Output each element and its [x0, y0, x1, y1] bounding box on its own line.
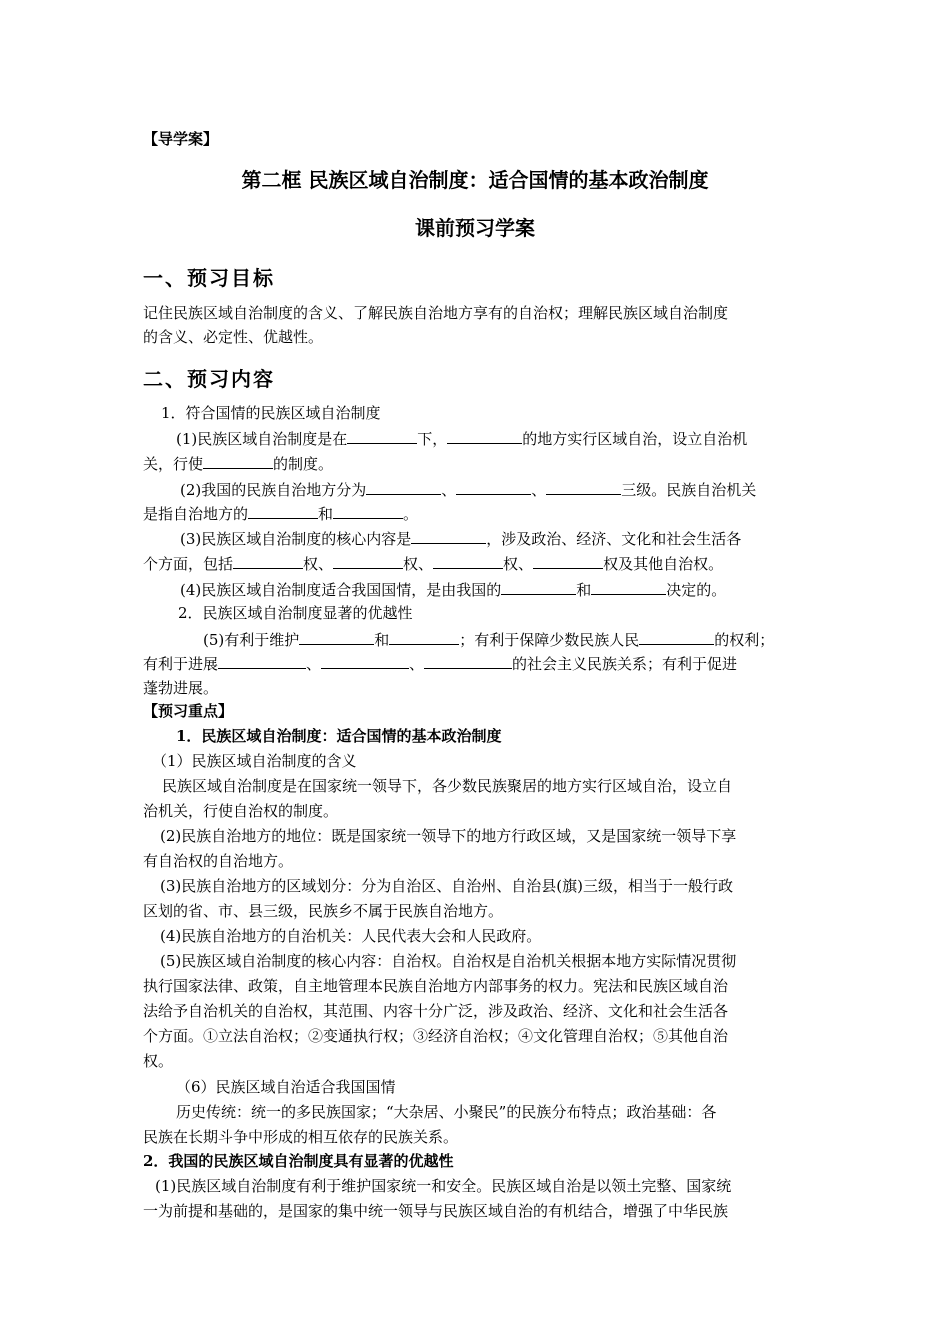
q2-text-e: 是指自治地方的: [143, 505, 249, 523]
focus-line: 区划的省、市、县三级，民族乡不属于民族自治地方。: [143, 902, 504, 920]
focus-line: 治机关，行使自治权的制度。: [143, 802, 339, 820]
q3-text-c: 个方面，包括: [143, 555, 234, 573]
focus-point-2: 2．我国的民族区域自治制度具有显著的优越性: [143, 1152, 454, 1170]
focus-line: 权。: [143, 1052, 174, 1070]
q1-text-a: (1)民族区域自治制度是在: [176, 430, 348, 448]
q2-text-d: 三级。民族自治机关: [621, 481, 757, 499]
focus-line: (2)民族自治地方的地位：既是国家统一领导下的地方行政区域，又是国家统一领导下享: [160, 827, 737, 845]
fill-blank[interactable]: [366, 478, 441, 495]
question-1-line-1: [176, 427, 747, 450]
fill-blank[interactable]: [389, 628, 459, 645]
q3-text-b: ，涉及政治、经济、文化和社会生活各: [486, 530, 742, 548]
fill-blank[interactable]: [447, 427, 522, 444]
q5-text-d: 的权利；: [714, 631, 775, 649]
q4-text-b: 和: [576, 581, 592, 599]
fill-blank[interactable]: [546, 478, 621, 495]
focus-line: (5)民族区域自治制度的核心内容：自治权。自治权是自治机关根据本地方实际情况贯彻: [160, 952, 737, 970]
focus-line: 历史传统：统一的多民族国家；“大杂居、小聚民”的民族分布特点；政治基础：各: [176, 1103, 717, 1121]
fill-blank[interactable]: [533, 552, 603, 569]
focus-line: (4)民族自治地方的自治机关：人民代表大会和人民政府。: [160, 927, 542, 945]
q5-text-b: 和: [374, 631, 390, 649]
question-3-line-1: [180, 527, 741, 550]
focus-point-1: 1．民族区域自治制度：适合国情的基本政治制度: [176, 727, 502, 745]
focus-line: 民族区域自治制度是在国家统一领导下，各少数民族聚居的地方实行区域自治，设立自: [162, 777, 733, 795]
fill-blank[interactable]: [411, 527, 486, 544]
q3-text-f: 权、: [503, 555, 534, 573]
fill-blank[interactable]: [639, 628, 714, 645]
question-2-line-2: [143, 502, 418, 525]
section2-heading: 二、预习内容: [143, 367, 275, 391]
focus-line: （1）民族区域自治制度的含义: [152, 752, 357, 770]
q2-text-f: 和: [318, 505, 334, 523]
content-item-1: 1．符合国情的民族区域自治制度: [161, 404, 381, 422]
q5-text-e: 有利于进展: [143, 655, 219, 673]
question-5-line-2: [143, 652, 737, 675]
fill-blank[interactable]: [333, 552, 403, 569]
focus-line: (1)民族区域自治制度有利于维护国家统一和安全。民族区域自治是以领土完整、国家统: [155, 1177, 732, 1195]
question-4: [180, 578, 726, 601]
fill-blank[interactable]: [501, 578, 576, 595]
section1-heading: 一、预习目标: [143, 266, 275, 290]
q5-text-h: 的社会主义民族关系；有利于促进: [512, 655, 738, 673]
doc-title: 第二框 民族区域自治制度：适合国情的基本政治制度: [241, 168, 709, 192]
focus-line: 有自治权的自治地方。: [143, 852, 294, 870]
fill-blank[interactable]: [248, 502, 318, 519]
q2-text-g: 。: [403, 505, 419, 523]
focus-line: (3)民族自治地方的区域划分：分为自治区、自治州、自治县(旗)三级，相当于一般行政: [160, 877, 733, 895]
q3-text-a: (3)民族区域自治制度的核心内容是: [180, 530, 412, 548]
focus-line: 执行国家法律、政策，自主地管理本民族自治地方内部事务的权力。宪法和民族区域自治: [143, 977, 729, 995]
q4-text-c: 决定的。: [666, 581, 727, 599]
q3-text-g: 权及其他自治权。: [603, 555, 724, 573]
fill-blank[interactable]: [456, 478, 531, 495]
fill-blank[interactable]: [299, 628, 374, 645]
q2-text-c: 、: [531, 481, 547, 499]
fill-blank[interactable]: [347, 427, 417, 444]
focus-line: 一为前提和基础的，是国家的集中统一领导与民族区域自治的有机结合，增强了中华民族: [143, 1202, 729, 1220]
fill-blank[interactable]: [333, 502, 403, 519]
content-item-2: 2．民族区域自治制度显著的优越性: [178, 604, 413, 622]
q3-text-e: 权、: [403, 555, 434, 573]
doc-subtitle: 课前预习学案: [415, 216, 535, 240]
fill-blank[interactable]: [233, 552, 303, 569]
fill-blank[interactable]: [424, 652, 512, 669]
focus-line: 个方面。①立法自治权；②变通执行权；③经济自治权；④文化管理自治权；⑤其他自治: [143, 1027, 729, 1045]
q4-text-a: (4)民族区域自治制度适合我国国情，是由我国的: [180, 581, 502, 599]
section1-line-2: 的含义、必定性、优越性。: [143, 328, 324, 346]
q5-text-f: 、: [306, 655, 322, 673]
fill-blank[interactable]: [218, 652, 306, 669]
fill-blank[interactable]: [433, 552, 503, 569]
q1-text-b: 下，: [417, 430, 448, 448]
fill-blank[interactable]: [321, 652, 409, 669]
q1-text-c: 的地方实行区域自治，设立自治机: [522, 430, 748, 448]
focus-line: 法给予自治机关的自治权，其范围、内容十分广泛，涉及政治、经济、文化和社会生活各: [143, 1002, 729, 1020]
q2-text-a: (2)我国的民族自治地方分为: [180, 481, 367, 499]
question-3-line-2: [143, 552, 723, 575]
focus-line: （6）民族区域自治适合我国国情: [176, 1078, 396, 1096]
q5-text-c: ；有利于保障少数民族人民: [459, 631, 640, 649]
q3-text-d: 权、: [303, 555, 334, 573]
fill-blank[interactable]: [591, 578, 666, 595]
question-5-line-1: [203, 628, 774, 651]
q2-text-b: 、: [441, 481, 457, 499]
fill-blank[interactable]: [203, 452, 273, 469]
question-5-line-3: 蓬勃进展。: [143, 679, 219, 697]
question-2-line-1: [180, 478, 756, 501]
q5-text-g: 、: [409, 655, 425, 673]
q1-text-d: 关，行使: [143, 455, 204, 473]
question-1-line-2: [143, 452, 333, 475]
q5-text-a: (5)有利于维护: [203, 631, 300, 649]
focus-heading: 【预习重点】: [143, 702, 234, 720]
doc-tag: 【导学案】: [143, 130, 219, 148]
section1-line-1: 记住民族区域自治制度的含义、了解民族自治地方享有的自治权；理解民族区域自治制度: [143, 304, 729, 322]
q1-text-e: 的制度。: [273, 455, 334, 473]
focus-line: 民族在长期斗争中形成的相互依存的民族关系。: [143, 1128, 459, 1146]
